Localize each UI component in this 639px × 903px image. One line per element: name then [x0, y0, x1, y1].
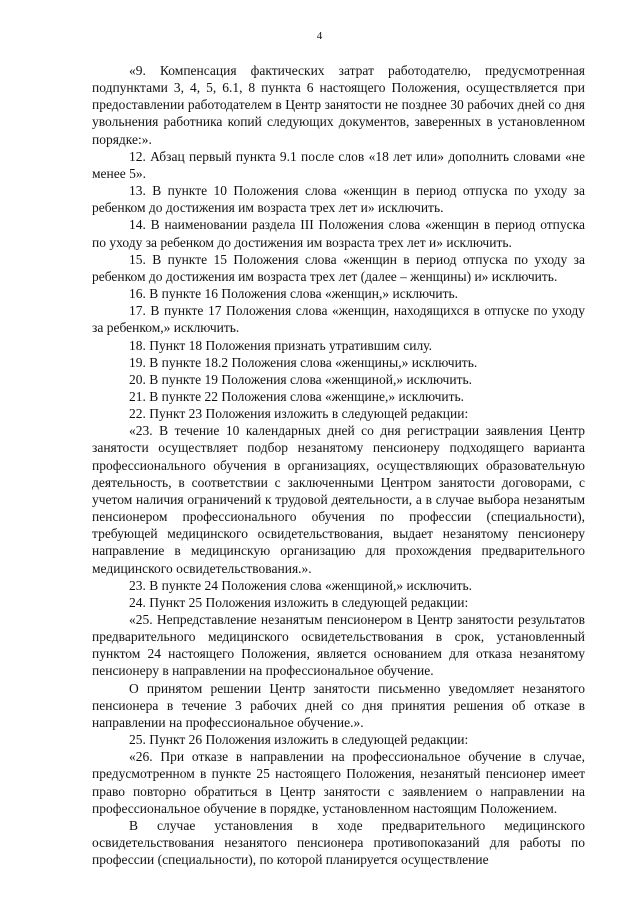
paragraph-item-12: 12. Абзац первый пункта 9.1 после слов «18 лет или» дополнить словами «не менее 5». — [92, 148, 585, 181]
paragraph-clause-26-text: «26. При отказе в направлении на профессиональное обучение в случае, предусмотренном в пункте 25 настоящего Положения, незанятый пенсионер имеет право повторно обратиться в Центр занятости с заявлением о направлении на профессиональное обучение в порядке, установленном настоящим Положением. — [92, 749, 585, 816]
paragraph-clause-25-notice: О принятом решении Центр занятости письменно уведомляет незанятого пенсионера в течение 3 рабочих дней со дня принятия решения об отказе в направлении на профессиональное обучение.». — [92, 680, 585, 730]
paragraph-item-21: 21. В пункте 22 Положения слова «женщине,» исключить. — [129, 388, 465, 404]
paragraph-item-14: 14. В наименовании раздела III Положения слова «женщин в период отпуска по уходу за ребенком до достижения им возраста трех лет и» исключить. — [92, 217, 585, 250]
paragraph-item-22: 22. Пункт 23 Положения изложить в следующей редакции: — [129, 406, 469, 422]
document-body — [92, 62, 585, 868]
paragraph-clause-23-text: «23. В течение 10 календарных дней со дня регистрации заявления Центр занятости осуществляет подбор незанятому пенсионеру подходящего варианта профессионального обучения в организациях, осуществляющих образовательную деятельность, в соответствии с заключенными Центром занятости договорами, с учетом наличия ограничений к трудовой деятельности, а в случае выбора незанятым пенсионером профессионального обучения по профессии (специальности), требующей медицинского освидетельствования, выдает незанятому пенсионеру направление в медицинскую организацию для прохождения предварительного медицинского освидетельствования.». — [92, 423, 585, 576]
paragraph-clause-26-continued: В случае установления в ходе предварительного медицинского освидетельствования незанятого пенсионера противопоказаний для работы по профессии (специальности), по которой планируется осуществление — [92, 817, 585, 868]
paragraph-item-24: 24. Пункт 25 Положения изложить в следующей редакции: — [129, 594, 469, 610]
page-number: 4 — [316, 30, 323, 42]
paragraph-item-15: 15. В пункте 15 Положения слова «женщин в период отпуска по уходу за ребенком до достижения им возраста трех лет (далее – женщины) и» исключить. — [92, 251, 585, 284]
paragraph-item-17: 17. В пункте 17 Положения слова «женщин, находящихся в отпуске по уходу за ребенком,» исключить. — [92, 303, 585, 336]
paragraph-item-23: 23. В пункте 24 Положения слова «женщиной,» исключить. — [129, 577, 473, 593]
paragraph-item-19: 19. В пункте 18.2 Положения слова «женщины,» исключить. — [129, 354, 478, 370]
paragraph-item-16: 16. В пункте 16 Положения слова «женщин,» исключить. — [129, 286, 459, 302]
paragraph-clause-25-text: «25. Непредставление незанятым пенсионером в Центр занятости результатов предварительного медицинского освидетельствования в срок, установленный пунктом 24 настоящего Положения, является основанием для отказа незанятому пенсионеру в направлении на профессиональное обучение. — [92, 612, 585, 679]
paragraph-item-18: 18. Пункт 18 Положения признать утратившим силу. — [129, 337, 432, 353]
paragraph-item-20: 20. В пункте 19 Положения слова «женщиной,» исключить. — [129, 371, 473, 387]
paragraph-clause-9-text: «9. Компенсация фактических затрат работодателю, предусмотренная подпунктами 3, 4, 5, 6.1, 8 пункта 6 настоящего Положения, осуществляется при предоставлении работодателем в Центр занятости не позднее 30 рабочих дней со дня увольнения работника копий следующих документов, заверенных в установленном порядке:». — [92, 63, 585, 147]
paragraph-item-25: 25. Пункт 26 Положения изложить в следующей редакции: — [129, 732, 469, 748]
paragraph-item-13: 13. В пункте 10 Положения слова «женщин в период отпуска по уходу за ребенком до достижения им возраста трех лет и» исключить. — [92, 183, 585, 216]
